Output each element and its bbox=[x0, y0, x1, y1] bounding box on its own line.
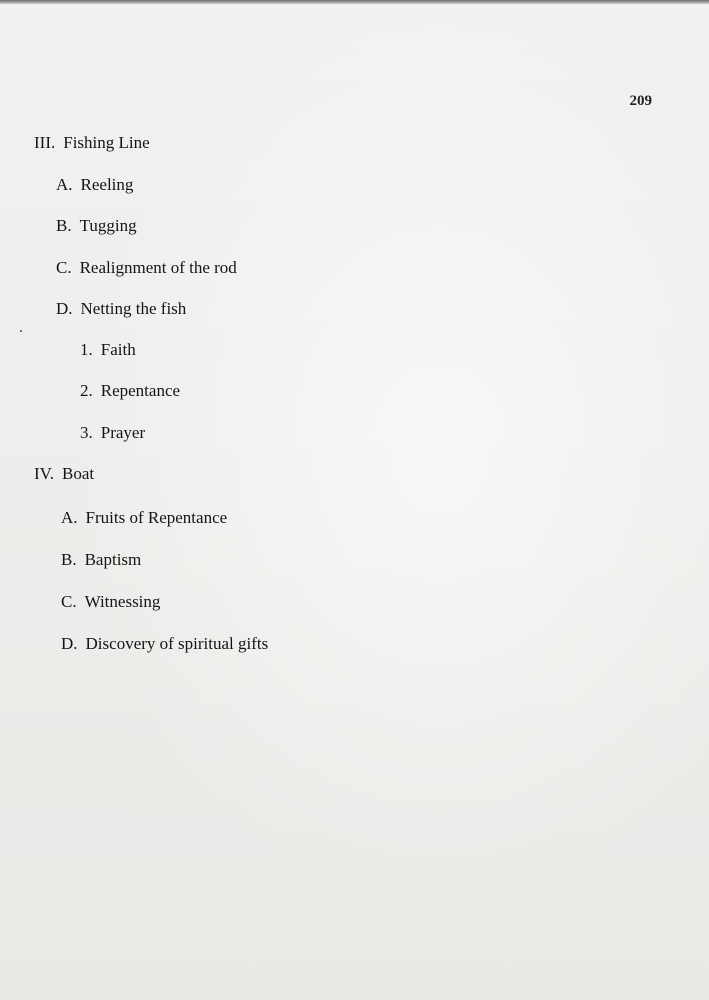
outline-item-realignment bbox=[56, 257, 237, 279]
subitem-label: Faith bbox=[100, 340, 136, 359]
outline-item-baptism bbox=[61, 549, 141, 571]
outline-item-fruits-of-repentance bbox=[61, 507, 227, 529]
section-label: Boat bbox=[62, 464, 95, 483]
item-marker: B. bbox=[56, 216, 72, 235]
subitem-marker: 1. bbox=[80, 340, 93, 359]
section-marker: III. bbox=[34, 133, 56, 152]
item-label: Reeling bbox=[80, 175, 134, 194]
item-label: Witnessing bbox=[84, 592, 161, 611]
outline-subitem-prayer bbox=[80, 422, 145, 444]
section-label: Fishing Line bbox=[63, 133, 150, 152]
outline-item-reeling bbox=[56, 174, 133, 196]
item-label: Discovery of spiritual gifts bbox=[85, 634, 269, 653]
section-marker: IV. bbox=[34, 464, 54, 483]
page-number: 209 bbox=[629, 93, 652, 109]
subitem-marker: 3. bbox=[80, 423, 93, 442]
item-label: Baptism bbox=[84, 550, 142, 569]
outline-subitem-faith bbox=[80, 339, 136, 361]
item-marker: A. bbox=[61, 508, 78, 527]
outline-item-tugging bbox=[56, 215, 137, 237]
item-label: Realignment of the rod bbox=[79, 258, 237, 277]
item-label: Tugging bbox=[79, 216, 137, 235]
item-marker: B. bbox=[61, 550, 77, 569]
subitem-label: Repentance bbox=[100, 381, 181, 400]
outline-item-witnessing bbox=[61, 591, 160, 613]
item-label: Fruits of Repentance bbox=[85, 508, 228, 527]
item-marker: C. bbox=[61, 592, 77, 611]
section-heading-fishing-line bbox=[34, 132, 150, 154]
item-marker: D. bbox=[61, 634, 78, 653]
scan-speck bbox=[20, 330, 22, 332]
item-marker: C. bbox=[56, 258, 72, 277]
outline-subitem-repentance bbox=[80, 380, 180, 402]
item-marker: A. bbox=[56, 175, 73, 194]
outline-item-spiritual-gifts bbox=[61, 633, 268, 655]
subitem-marker: 2. bbox=[80, 381, 93, 400]
document-page bbox=[0, 4, 709, 1000]
subitem-label: Prayer bbox=[100, 423, 146, 442]
item-marker: D. bbox=[56, 299, 73, 318]
item-label: Netting the fish bbox=[80, 299, 187, 318]
outline-item-netting bbox=[56, 298, 186, 320]
section-heading-boat bbox=[34, 463, 94, 485]
